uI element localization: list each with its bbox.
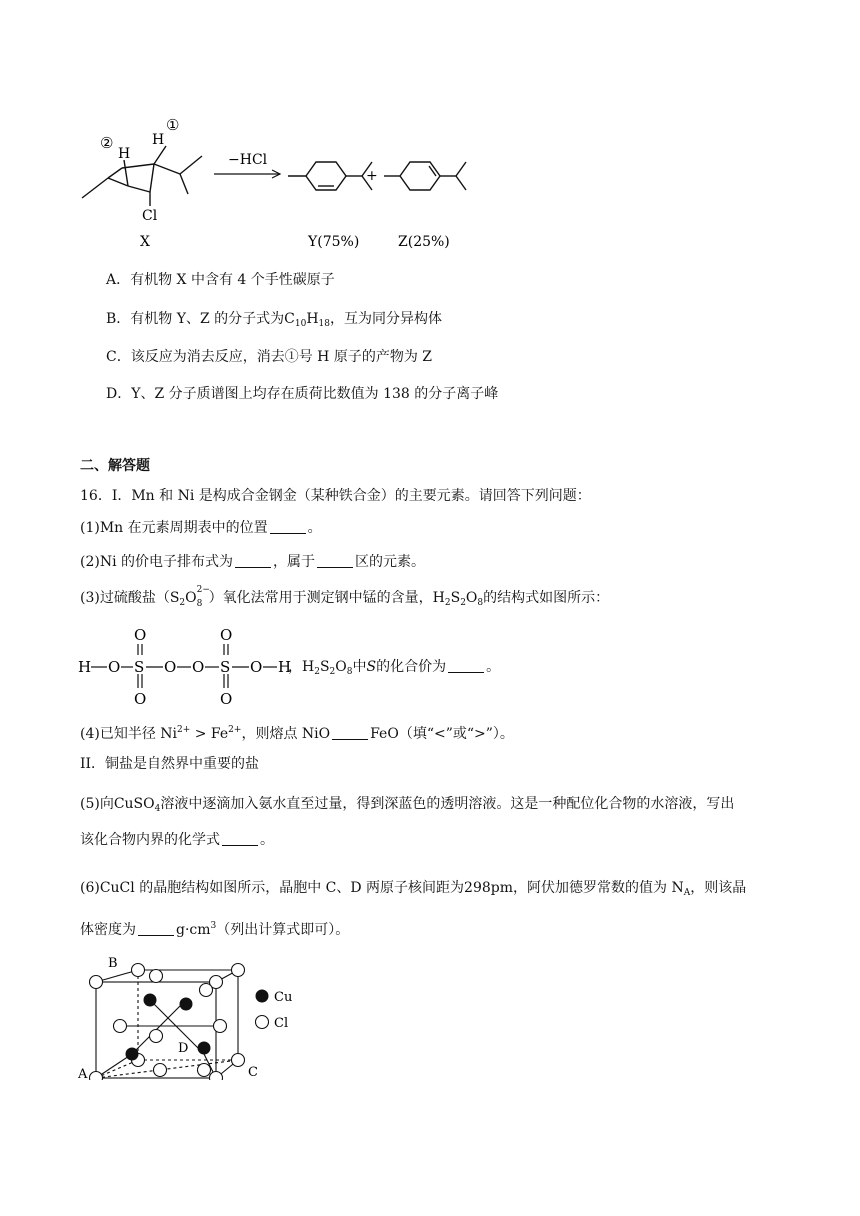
q16-part1: (1)Mn 在元素周期表中的位置 。 — [80, 520, 322, 536]
answer-blank[interactable] — [222, 831, 258, 846]
q16-part6-line2: 体密度为 $g\cdot cm^3$（列出计算式即可）。 — [80, 921, 350, 938]
legend-cu-label: Cu — [274, 990, 293, 1005]
option-b: B．有机物 Y、Z 的分子式为$C_{10}H_{18}$，互为同分异构体 — [106, 311, 442, 329]
atom-s-2: S — [220, 658, 231, 676]
x-label: X — [140, 234, 150, 250]
label-a: A — [78, 1067, 88, 1080]
label-c: C — [248, 1065, 258, 1080]
atom-h-right: H — [278, 658, 292, 676]
atom-o-top-1: O — [134, 626, 147, 644]
molecule-z — [384, 162, 466, 190]
answer-blank[interactable] — [235, 553, 271, 568]
cucl-unit-cell — [74, 950, 324, 1080]
y-label: Y(75%) — [308, 234, 360, 250]
circle-1-label: ① — [166, 116, 180, 134]
h-label-2: H — [118, 146, 131, 162]
q16-part5-line1: (5)向CuSO$_4$溶液中逐滴加入氨水直至过量，得到深蓝色的透明溶液。这是一种配位化合物的水溶液，写出 — [80, 796, 735, 814]
reaction-arrow — [214, 170, 280, 178]
option-c: C．该反应为消去反应，消去①号 H 原子的产物为 Z — [106, 349, 432, 365]
answer-blank[interactable] — [317, 553, 353, 568]
q16-part-ii: II．铜盐是自然界中重要的盐 — [80, 756, 260, 772]
reaction-scheme — [70, 110, 490, 255]
section-title: 二、解答题 — [80, 458, 150, 474]
structure-question: ，$H_2S_2O_8$中S的化合价为 。 — [288, 659, 501, 677]
label-b: B — [108, 956, 118, 971]
option-a: A．有机物 X 中含有 4 个手性碳原子 — [106, 272, 335, 288]
cl-label: Cl — [142, 208, 158, 224]
molecule-y — [288, 162, 372, 190]
q16-part3: (3)过硫酸盐（$S_2O$ 2− 8 ）氧化法常用于测定钢中锰的含量，$H_2S_2O_8$的结构式如图所示： — [80, 585, 610, 609]
q16-intro: 16．I．Mn 和 Ni 是构成合金钢金（某种铁合金）的主要元素。请回答下列问题： — [80, 488, 591, 504]
q16-part5-line2: 该化合物内界的化学式 。 — [80, 832, 274, 848]
z-label: Z(25%) — [398, 234, 450, 250]
atom-o-2: O — [164, 658, 177, 676]
atom-o-4: O — [250, 658, 263, 676]
plus-sign: + — [366, 168, 378, 184]
atom-o-bottom-2: O — [220, 690, 233, 708]
atom-o-bottom-1: O — [134, 690, 147, 708]
circle-2-label: ② — [100, 134, 114, 152]
legend-cl-label: Cl — [274, 1016, 289, 1031]
atom-o-top-2: O — [220, 626, 233, 644]
molecule-x — [82, 146, 202, 206]
legend-cl-marker — [256, 1016, 269, 1029]
answer-blank[interactable] — [270, 519, 306, 534]
atom-o-1: O — [108, 658, 121, 676]
h-label-1: H — [152, 132, 165, 148]
option-d: D．Y、Z 分子质谱图上均存在质荷比数值为 138 的分子离子峰 — [106, 386, 499, 402]
atom-h-left: H — [78, 658, 92, 676]
answer-blank[interactable] — [448, 658, 484, 673]
answer-blank[interactable] — [138, 921, 174, 936]
h2s2o8-structure — [76, 624, 306, 710]
legend-cu-marker — [256, 990, 269, 1003]
answer-blank[interactable] — [332, 725, 368, 740]
q16-part2: (2)Ni 的价电子排布式为 ，属于 区的元素。 — [80, 554, 426, 570]
reagent-label: −HCl — [228, 152, 268, 168]
q16-part6-line1: (6)CuCl 的晶胞结构如图所示，晶胞中 C、D 两原子核间距为298pm，阿伏加德罗常数的值为 $N_A$，则该晶 — [80, 880, 747, 898]
label-d: D — [178, 1041, 189, 1056]
q16-part4: (4)已知半径 $Ni^{2+} > Fe^{2+}$，则熔点 NiO FeO（填“<”或“>”）。 — [80, 725, 514, 742]
atom-s-1: S — [134, 658, 145, 676]
atom-o-3: O — [192, 658, 205, 676]
